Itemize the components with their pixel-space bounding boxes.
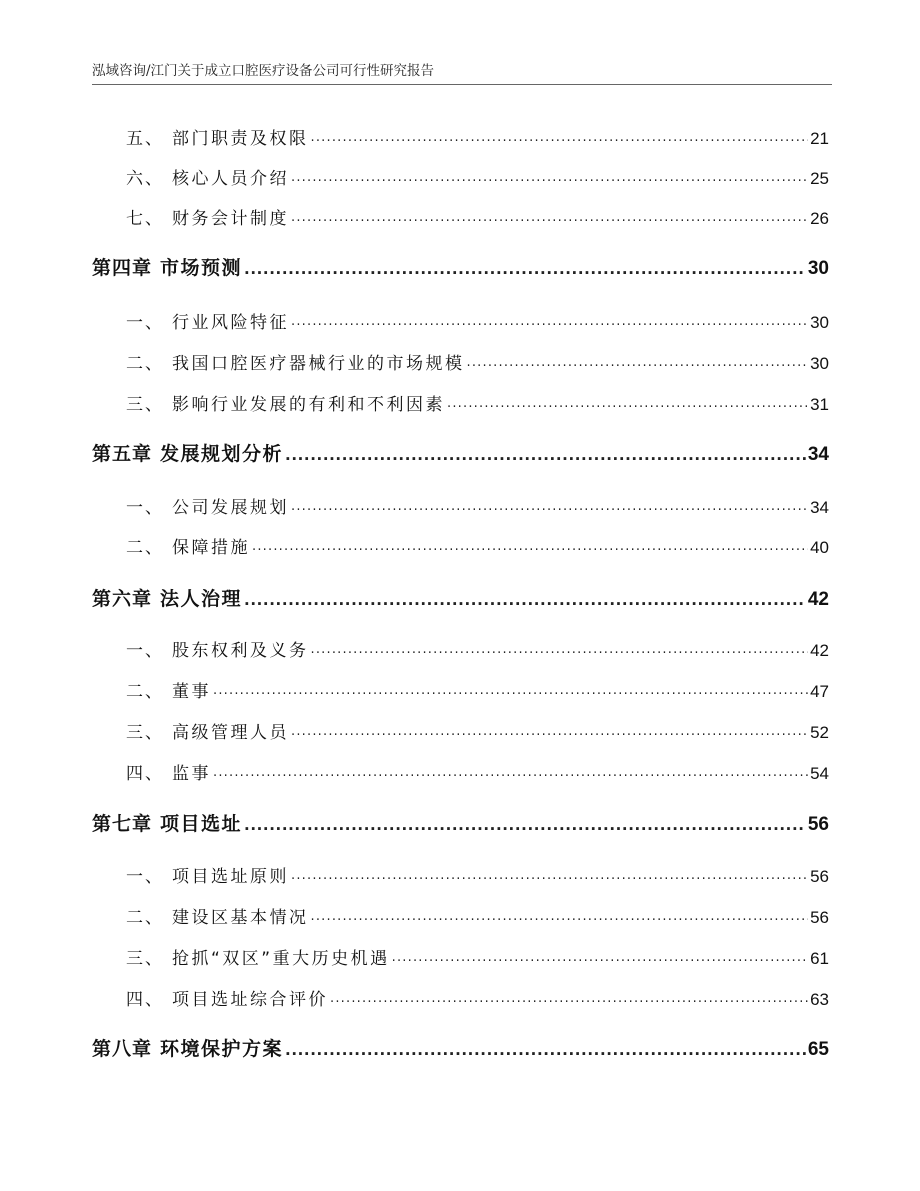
toc-entry-title: 董事 <box>172 682 211 702</box>
toc-entry-page: 31 <box>810 395 829 414</box>
toc-entry-page: 40 <box>810 538 829 557</box>
toc-leader-dots <box>291 171 808 185</box>
toc-leader-dots <box>285 448 806 462</box>
toc-leader-dots <box>291 211 808 225</box>
toc-entry-title: 项目选址原则 <box>172 867 289 887</box>
toc-leader-dots <box>244 593 806 607</box>
toc-entry[interactable] <box>126 390 829 415</box>
toc-chapter-number: 第六章 <box>92 588 153 610</box>
toc-entry-title: 行业风险特征 <box>172 313 289 333</box>
toc-entry-page: 54 <box>810 764 829 783</box>
toc-entry[interactable] <box>126 718 829 743</box>
toc-entry-page: 52 <box>810 723 829 742</box>
toc-leader-dots <box>291 869 808 883</box>
toc-entry-page: 25 <box>810 169 829 188</box>
toc-entry-number: 四、 <box>126 764 164 784</box>
toc-entry-title: 部门职责及权限 <box>172 129 309 149</box>
toc-leader-dots <box>213 684 808 698</box>
toc-entry-title: 抢抓“双区”重大历史机遇 <box>172 949 390 969</box>
toc-entry[interactable] <box>126 759 829 784</box>
toc-entry-page: 42 <box>810 641 829 660</box>
toc-entry-number: 三、 <box>126 395 164 415</box>
toc-entry[interactable] <box>126 533 829 558</box>
toc-entry-page: 30 <box>810 313 829 332</box>
toc-chapter-title: 发展规划分析 <box>160 443 284 465</box>
toc-entry-title: 影响行业发展的有利和不利因素 <box>172 395 445 415</box>
toc-entry-number: 三、 <box>126 949 164 969</box>
toc-entry-page: 47 <box>810 682 829 701</box>
toc-entry[interactable] <box>126 636 829 661</box>
toc-chapter-entry[interactable] <box>92 439 829 466</box>
toc-entry-page: 30 <box>810 354 829 373</box>
toc-chapter-page: 34 <box>807 444 829 465</box>
toc-chapter-title: 环境保护方案 <box>160 1038 284 1060</box>
toc-chapter-title: 项目选址 <box>160 813 243 835</box>
toc-chapter-page: 56 <box>807 814 829 835</box>
toc-entry-number: 三、 <box>126 723 164 743</box>
toc-entry-number: 七、 <box>126 209 164 229</box>
toc-entry-title: 财务会计制度 <box>172 209 289 229</box>
toc-entry-title: 建设区基本情况 <box>172 908 309 928</box>
toc-entry[interactable] <box>126 204 829 229</box>
toc-entry[interactable] <box>126 493 829 518</box>
toc-entry-number: 一、 <box>126 641 164 661</box>
toc-entry-number: 六、 <box>126 169 164 189</box>
toc-chapter-number: 第五章 <box>92 443 153 465</box>
toc-leader-dots <box>311 643 809 657</box>
toc-entry-number: 二、 <box>126 908 164 928</box>
toc-entry-number: 二、 <box>126 354 164 374</box>
toc-entry-number: 五、 <box>126 129 164 149</box>
toc-entry[interactable] <box>126 903 829 928</box>
toc-chapter-entry[interactable] <box>92 253 829 280</box>
toc-entry-number: 一、 <box>126 498 164 518</box>
toc-chapter-number: 第七章 <box>92 813 153 835</box>
toc-entry-title: 项目选址综合评价 <box>172 990 328 1010</box>
toc-entry-title: 高级管理人员 <box>172 723 289 743</box>
toc-entry[interactable] <box>126 349 829 374</box>
toc-entry-page: 61 <box>810 949 829 968</box>
toc-entry-number: 二、 <box>126 538 164 558</box>
toc-leader-dots <box>467 356 809 370</box>
toc-entry-number: 二、 <box>126 682 164 702</box>
toc-leader-dots <box>291 500 808 514</box>
toc-chapter-entry[interactable] <box>92 584 829 611</box>
toc-chapter-number: 第八章 <box>92 1038 153 1060</box>
page-header: 泓域咨询/江门关于成立口腔医疗设备公司可行性研究报告 <box>92 60 832 85</box>
toc-leader-dots <box>330 992 808 1006</box>
toc-leader-dots <box>252 540 808 554</box>
toc-leader-dots <box>392 951 808 965</box>
toc-leader-dots <box>447 397 808 411</box>
toc-entry-title: 股东权利及义务 <box>172 641 309 661</box>
toc-entry-title: 监事 <box>172 764 211 784</box>
toc-leader-dots <box>244 818 806 832</box>
toc-leader-dots <box>311 910 809 924</box>
toc-leader-dots <box>311 131 809 145</box>
toc-entry-page: 56 <box>810 867 829 886</box>
toc-chapter-entry[interactable] <box>92 1034 829 1061</box>
toc-leader-dots <box>291 725 808 739</box>
toc-entry[interactable] <box>126 124 829 149</box>
toc-leader-dots <box>213 766 808 780</box>
toc-leader-dots <box>285 1043 806 1057</box>
toc-chapter-title: 法人治理 <box>160 588 243 610</box>
toc-entry[interactable] <box>126 944 829 969</box>
toc-entry-page: 26 <box>810 209 829 228</box>
toc-entry-number: 四、 <box>126 990 164 1010</box>
toc-leader-dots <box>244 262 806 276</box>
toc-chapter-page: 42 <box>807 589 829 610</box>
toc-leader-dots <box>291 315 808 329</box>
toc-entry[interactable] <box>126 862 829 887</box>
toc-chapter-title: 市场预测 <box>160 257 243 279</box>
toc-chapter-number: 第四章 <box>92 257 153 279</box>
toc-entry[interactable] <box>126 164 829 189</box>
toc-chapter-page: 65 <box>807 1039 829 1060</box>
toc-entry-page: 56 <box>810 908 829 927</box>
toc-chapter-entry[interactable] <box>92 809 829 836</box>
toc-entry-number: 一、 <box>126 313 164 333</box>
toc-entry[interactable] <box>126 985 829 1010</box>
toc-chapter-page: 30 <box>807 258 829 279</box>
toc-entry-title: 公司发展规划 <box>172 498 289 518</box>
toc-entry-page: 34 <box>810 498 829 517</box>
toc-entry[interactable] <box>126 308 829 333</box>
toc-entry-title: 我国口腔医疗器械行业的市场规模 <box>172 354 465 374</box>
toc-entry-title: 核心人员介绍 <box>172 169 289 189</box>
toc-entry-page: 63 <box>810 990 829 1009</box>
toc-entry[interactable] <box>126 677 829 702</box>
toc-entry-number: 一、 <box>126 867 164 887</box>
toc-entry-title: 保障措施 <box>172 538 250 558</box>
toc-entry-page: 21 <box>810 129 829 148</box>
